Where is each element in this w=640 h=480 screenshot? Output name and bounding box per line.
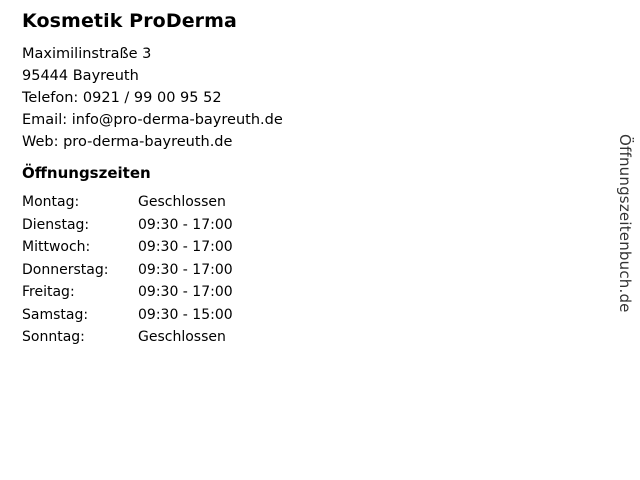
address-city: 95444 Bayreuth <box>22 68 139 84</box>
opening-hours-table <box>22 194 233 352</box>
web-line: Web: pro-derma-bayreuth.de <box>22 134 233 150</box>
address-block <box>22 43 283 153</box>
day-label: Samstag: <box>22 306 89 323</box>
phone-line: Telefon: 0921 / 99 00 95 52 <box>22 90 222 106</box>
day-label: Sonntag: <box>22 329 85 345</box>
table-row <box>22 262 233 285</box>
table-row <box>22 284 233 307</box>
day-hours: 09:30 - 17:00 <box>138 284 233 300</box>
day-hours: 09:30 - 17:00 <box>138 261 233 278</box>
opening-hours-heading: Öffnungszeiten <box>22 164 151 182</box>
table-row <box>22 194 233 217</box>
day-hours: 09:30 - 17:00 <box>138 216 233 233</box>
page-title: Kosmetik ProDerma <box>22 10 237 32</box>
day-hours: Geschlossen <box>138 329 226 345</box>
day-hours: 09:30 - 17:00 <box>138 239 233 255</box>
table-row <box>22 307 233 330</box>
day-label: Dienstag: <box>22 216 90 233</box>
email-line: Email: info@pro-derma-bayreuth.de <box>22 112 283 128</box>
day-hours: Geschlossen <box>138 194 226 210</box>
table-row <box>22 329 233 352</box>
day-hours: 09:30 - 15:00 <box>138 306 233 323</box>
address-street: Maximilinstraße 3 <box>22 46 152 62</box>
day-label: Donnerstag: <box>22 261 109 278</box>
watermark-brand: Öffnungszeitenbuch.de <box>616 134 634 313</box>
day-label: Freitag: <box>22 284 75 300</box>
table-row <box>22 217 233 240</box>
day-label: Mittwoch: <box>22 239 91 255</box>
table-row <box>22 239 233 262</box>
day-label: Montag: <box>22 194 80 210</box>
